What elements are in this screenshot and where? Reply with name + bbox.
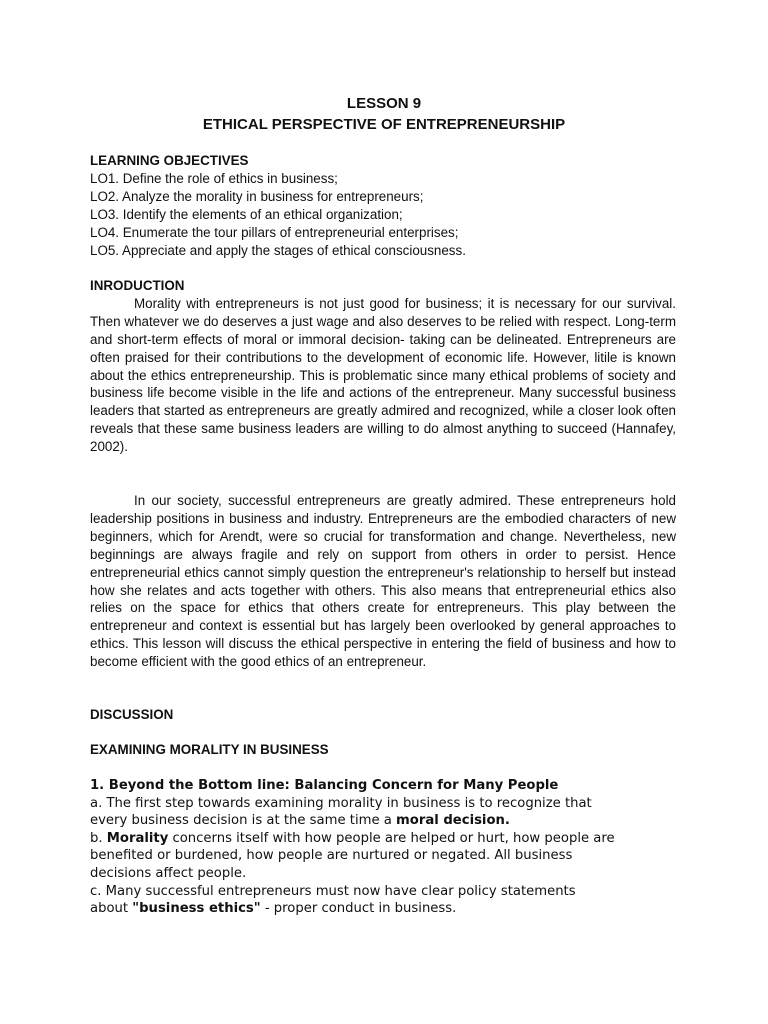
point-1-title: 1. Beyond the Bottom line: Balancing Concern for Many People bbox=[90, 778, 559, 793]
objective-item: LO4. Enumerate the tour pillars of entrepreneurial enterprises; bbox=[90, 224, 459, 240]
lesson-header bbox=[0, 93, 768, 135]
introduction-section bbox=[90, 277, 676, 456]
objective-item: LO2. Analyze the morality in business for entrepreneurs; bbox=[90, 188, 424, 204]
discussion-subheading: EXAMINING MORALITY IN BUSINESS bbox=[90, 742, 329, 757]
introduction-paragraph-1: Morality with entrepreneurs is not just good for business; it is necessary for our survival. Then whatever we do deserves a just wage and also deserves to be relied with respect. Long-term and short-term effects of moral or immoral decision- taking can be delineated. Entrepreneurs are often praised for their contributions to the development of economic life. However, litile is known about the ethics entrepreneurship. This is problematic since many ethical problems of society and business life become visible in the life and actions of the entrepreneur. Many successful business leaders that started as entrepreneurs are greatly admired and recognized, while a closer look often reveals that these same business leaders are willing to do almost anything to succeed (Hannafey, 2002). bbox=[90, 295, 676, 455]
objective-item: LO5. Appreciate and apply the stages of ethical consciousness. bbox=[90, 242, 466, 258]
introduction-continued bbox=[90, 492, 676, 671]
point-1 bbox=[90, 777, 676, 918]
objective-item: LO3. Identify the elements of an ethical organization; bbox=[90, 206, 403, 222]
business-ethics-term: "business ethics" bbox=[132, 901, 261, 917]
discussion-heading: DISCUSSION bbox=[90, 707, 174, 722]
morality-term: Morality bbox=[106, 830, 169, 846]
point-1-item-b: b. Morality concerns itself with how people are helped or hurt, how people are benefited or burdened, how people are nurtured or negated. All business decisions affect people. bbox=[90, 830, 615, 881]
objectives-heading: LEARNING OBJECTIVES bbox=[90, 153, 249, 168]
moral-decision-emphasis: moral decision. bbox=[396, 813, 510, 829]
introduction-heading: INRODUCTION bbox=[90, 278, 185, 293]
introduction-paragraph-2: In our society, successful entrepreneurs are greatly admired. These entrepreneurs hold leadership positions in business and industry. Entrepreneurs are the embodied characters of new beginners, which for Arendt, were so crucial for transformation and change. Nevertheless, new beginnings are always fragile and rely on support from others in order to persist. Hence entrepreneurial ethics cannot simply question the entrepreneur's relationship to herself but instead how she relates and acts together with others. This also means that entrepreneurial ethics also relies on the space for ethics that others create for entrepreneurs. This play between the entrepreneur and context is essential but has largely been overlooked by general approaches to ethics. This lesson will discuss the ethical perspective in entering the field of business and how to become efficient with the good ethics of an entrepreneur. bbox=[90, 493, 676, 670]
point-1-item-c: c. Many successful entrepreneurs must now have clear policy statements about "business ethics" - proper conduct in business. bbox=[90, 883, 576, 917]
lesson-title: ETHICAL PERSPECTIVE OF ENTREPRENEURSHIP bbox=[202, 116, 566, 133]
lesson-number: LESSON 9 bbox=[346, 95, 422, 112]
objective-item: LO1. Define the role of ethics in business; bbox=[90, 170, 338, 186]
learning-objectives bbox=[90, 152, 676, 259]
point-1-item-a: a. The first step towards examining morality in business is to recognize that every business decision is at the same time a moral decision. bbox=[90, 795, 592, 829]
